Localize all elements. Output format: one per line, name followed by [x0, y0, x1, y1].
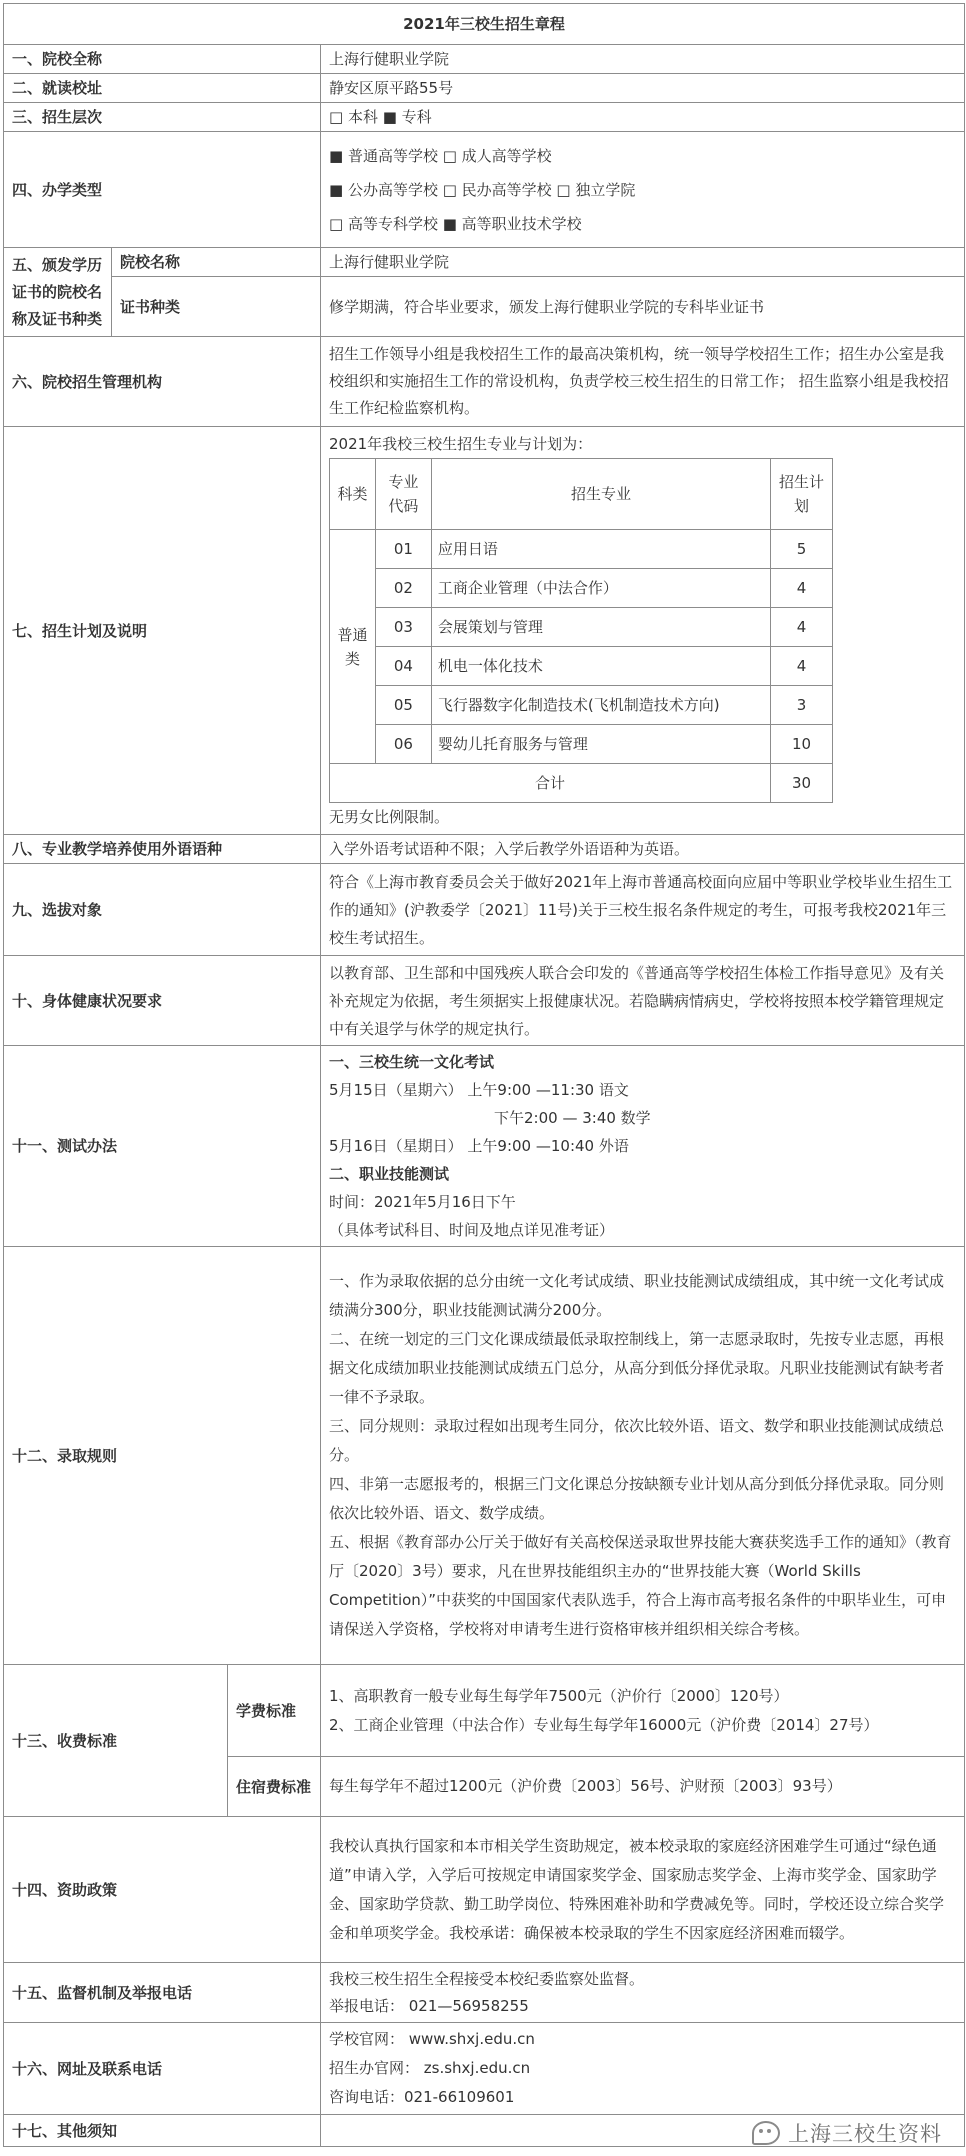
plan-code: 05: [375, 686, 431, 725]
rule-paragraph: 一、作为录取依据的总分由统一文化考试成绩、职业技能测试成绩组成，其中统一文化考试成绩满分300分，职业技能测试满分200分。: [329, 1272, 945, 1319]
eligibility-value: 符合《上海市教育委员会关于做好2021年上海市普通高校面向应届中等职业学校毕业生招生工作的通知》(沪教委学〔2021〕11号)关于三校生报名条件规定的考生，可报考我校2021年三校生考试招生。: [321, 864, 965, 956]
plan-code: 01: [375, 530, 431, 569]
exam-value: [321, 1046, 965, 1247]
admission-rules-value: [321, 1247, 965, 1665]
plan-major: 会展策划与管理: [431, 608, 770, 647]
plan-code: 04: [375, 647, 431, 686]
rule-paragraph: 二、在统一划定的三门文化课成绩最低录取控制线上，第一志愿录取时，先按专业志愿，再根据文化成绩加职业技能测试成绩五门总分，从高分到低分择优录取。凡职业技能测试有缺考者一律不予录取。: [329, 1330, 945, 1406]
dorm-sublabel: 住宿费标准: [228, 1757, 321, 1817]
rule-paragraph: 三、同分规则：录取过程如出现考生同分，依次比较外语、语文、数学和职业技能测试成绩总分。: [329, 1417, 945, 1464]
row-label-eligibility: 九、选拔对象: [4, 864, 321, 956]
exam-line: 5月16日（星期日） 上午9:00 —10:40 外语: [329, 1137, 629, 1155]
supervision-value: [321, 1963, 965, 2023]
admission-charter: [3, 3, 964, 2147]
admission-office-value: 招生工作领导小组是我校招生工作的最高决策机构，统一领导学校招生工作；招生办公室是我校组织和实施招生工作的常设机构，负责学校三校生招生的日常工作； 招生监察小组是我校招生工作纪检监察机构。: [321, 337, 965, 427]
row-label-health: 十、身体健康状况要求: [4, 956, 321, 1046]
tuition-line: 1、高职教育一般专业每生每学年7500元（沪价行〔2000〕120号）: [329, 1686, 789, 1705]
school-type-line: ■ 公办高等学校 □ 民办高等学校 □ 独立学院: [329, 180, 636, 199]
financial-aid-value: 我校认真执行国家和本市相关学生资助规定，被本校录取的家庭经济困难学生可通过“绿色通道”申请入学，入学后可按规定申请国家奖学金、国家励志奖学金、上海市奖学金、国家助学金、国家助学贷款、勤工助学岗位、特殊困难补助和学费减免等。同时，学校还设立综合奖学金和单项奖学金。我校承诺：确保被本校录取的学生不因家庭经济困难而辍学。: [321, 1817, 965, 1963]
plan-table: [329, 458, 833, 803]
plan-code: 02: [375, 569, 431, 608]
dorm-value: 每生每学年不超过1200元（沪价费〔2003〕56号、沪财预〔2003〕93号）: [321, 1757, 965, 1817]
level-value: □ 本科 ■ 专科: [321, 103, 965, 132]
wechat-bubble-icon: [752, 2121, 780, 2145]
certificate-school-value: 上海行健职业学院: [321, 248, 965, 277]
row-label-enrollment-plan: 七、招生计划及说明: [4, 427, 321, 835]
exam-line: （具体考试科目、时间及地点详见准考证）: [329, 1221, 615, 1239]
school-website: 学校官网： www.shxj.edu.cn: [329, 2030, 535, 2048]
watermark-text: 上海三校生资料: [788, 2122, 942, 2146]
row-label-address: 二、就读校址: [4, 74, 321, 103]
plan-code: 03: [375, 608, 431, 647]
certificate-type-sublabel: 证书种类: [112, 277, 321, 337]
exam-heading-culture: 一、三校生统一文化考试: [329, 1053, 495, 1071]
plan-count: 3: [771, 686, 833, 725]
row-label-school-type: 四、办学类型: [4, 132, 321, 248]
tuition-line: 2、工商企业管理（中法合作）专业每生每学年16000元（沪价费〔2014〕27号）: [329, 1715, 879, 1734]
plan-major: 应用日语: [431, 530, 770, 569]
plan-note: 无男女比例限制。: [329, 808, 450, 826]
school-name-sublabel: 院校名称: [112, 248, 321, 277]
certificate-type-value: 修学期满，符合毕业要求，颁发上海行健职业学院的专科毕业证书: [321, 277, 965, 337]
school-type-value: [321, 132, 965, 248]
tuition-sublabel: 学费标准: [228, 1665, 321, 1757]
row-label-language: 八、专业教学培养使用外语语种: [4, 835, 321, 864]
school-name-value: 上海行健职业学院: [321, 45, 965, 74]
row-label-certificate: 五、颁发学历证书的院校名称及证书种类: [4, 248, 112, 337]
row-label-level: 三、招生层次: [4, 103, 321, 132]
plan-count: 10: [771, 725, 833, 764]
row-label-admission-rules: 十二、录取规则: [4, 1247, 321, 1665]
plan-major: 工商企业管理（中法合作）: [431, 569, 770, 608]
plan-intro: 2021年我校三校生招生专业与计划为：: [329, 435, 593, 453]
plan-total-label: 合计: [330, 764, 771, 803]
row-label-exam: 十一、测试办法: [4, 1046, 321, 1247]
plan-major: 飞行器数字化制造技术(飞机制造技术方向): [431, 686, 770, 725]
plan-count: 4: [771, 647, 833, 686]
report-phone: 举报电话： 021—56958255: [329, 1996, 529, 2015]
supervision-line: 我校三校生招生全程接受本校纪委监察处监督。: [329, 1969, 645, 1988]
health-value: 以教育部、卫生部和中国残疾人联合会印发的《普通高等学校招生体检工作指导意见》及有关补充规定为依据，考生须据实上报健康状况。若隐瞒病情病史，学校将按照本校学籍管理规定中有关退学与休学的规定执行。: [321, 956, 965, 1046]
plan-code: 06: [375, 725, 431, 764]
watermark: [752, 2118, 942, 2148]
rule-paragraph: 四、非第一志愿报考的，根据三门文化课总分按缺额专业计划从高分到低分择优录取。同分则依次比较外语、语文、数学成绩。: [329, 1475, 945, 1522]
row-label-other: 十七、其他须知: [4, 2115, 321, 2147]
row-label-fees: 十三、收费标准: [4, 1665, 228, 1817]
plan-count: 4: [771, 608, 833, 647]
language-value: 入学外语考试语种不限；入学后教学外语语种为英语。: [321, 835, 965, 864]
plan-count: 5: [771, 530, 833, 569]
plan-header-category: 科类: [330, 459, 376, 530]
row-label-admission-office: 六、院校招生管理机构: [4, 337, 321, 427]
row-label-financial-aid: 十四、资助政策: [4, 1817, 321, 1963]
plan-header-major: 招生专业: [431, 459, 770, 530]
admission-website: 招生办官网： zs.shxj.edu.cn: [329, 2059, 531, 2077]
exam-line: 时间：2021年5月16日下午: [329, 1193, 516, 1211]
plan-header-count: 招生计划: [771, 459, 833, 530]
plan-total-value: 30: [771, 764, 833, 803]
exam-line: 5月15日（星期六） 上午9:00 —11:30 语文: [329, 1081, 629, 1099]
row-label-school-name: 一、院校全称: [4, 45, 321, 74]
address-value: 静安区原平路55号: [321, 74, 965, 103]
rule-paragraph: 五、根据《教育部办公厅关于做好有关高校保送录取世界技能大赛获奖选手工作的通知》（教育厅〔2020〕3号）要求，凡在世界技能组织主办的“世界技能大赛（World Skills Competition）”中获奖的中国国家代表队选手，符合上海市高考报名条件的中职毕业生，可申请保送入学资格，学校将对申请考生进行资格审核并组织相关综合考核。: [329, 1533, 952, 1638]
row-label-contact: 十六、网址及联系电话: [4, 2023, 321, 2115]
plan-major: 机电一体化技术: [431, 647, 770, 686]
plan-count: 4: [771, 569, 833, 608]
document-title: 2021年三校生招生章程: [4, 4, 965, 45]
plan-header-code: 专业代码: [375, 459, 431, 530]
school-type-line: ■ 普通高等学校 □ 成人高等学校: [329, 146, 552, 165]
school-type-line: □ 高等专科学校 ■ 高等职业技术学校: [329, 214, 582, 233]
contact-value: [321, 2023, 965, 2115]
tuition-value: [321, 1665, 965, 1757]
exam-line: 下午2:00 — 3:40 数学: [494, 1109, 651, 1127]
inquiry-phone: 咨询电话：021-66109601: [329, 2088, 515, 2106]
plan-category: 普通类: [330, 530, 376, 764]
charter-table: [3, 3, 965, 2147]
enrollment-plan-cell: [321, 427, 965, 835]
exam-heading-skills: 二、职业技能测试: [329, 1165, 450, 1183]
plan-major: 婴幼儿托育服务与管理: [431, 725, 770, 764]
row-label-supervision: 十五、监督机制及举报电话: [4, 1963, 321, 2023]
